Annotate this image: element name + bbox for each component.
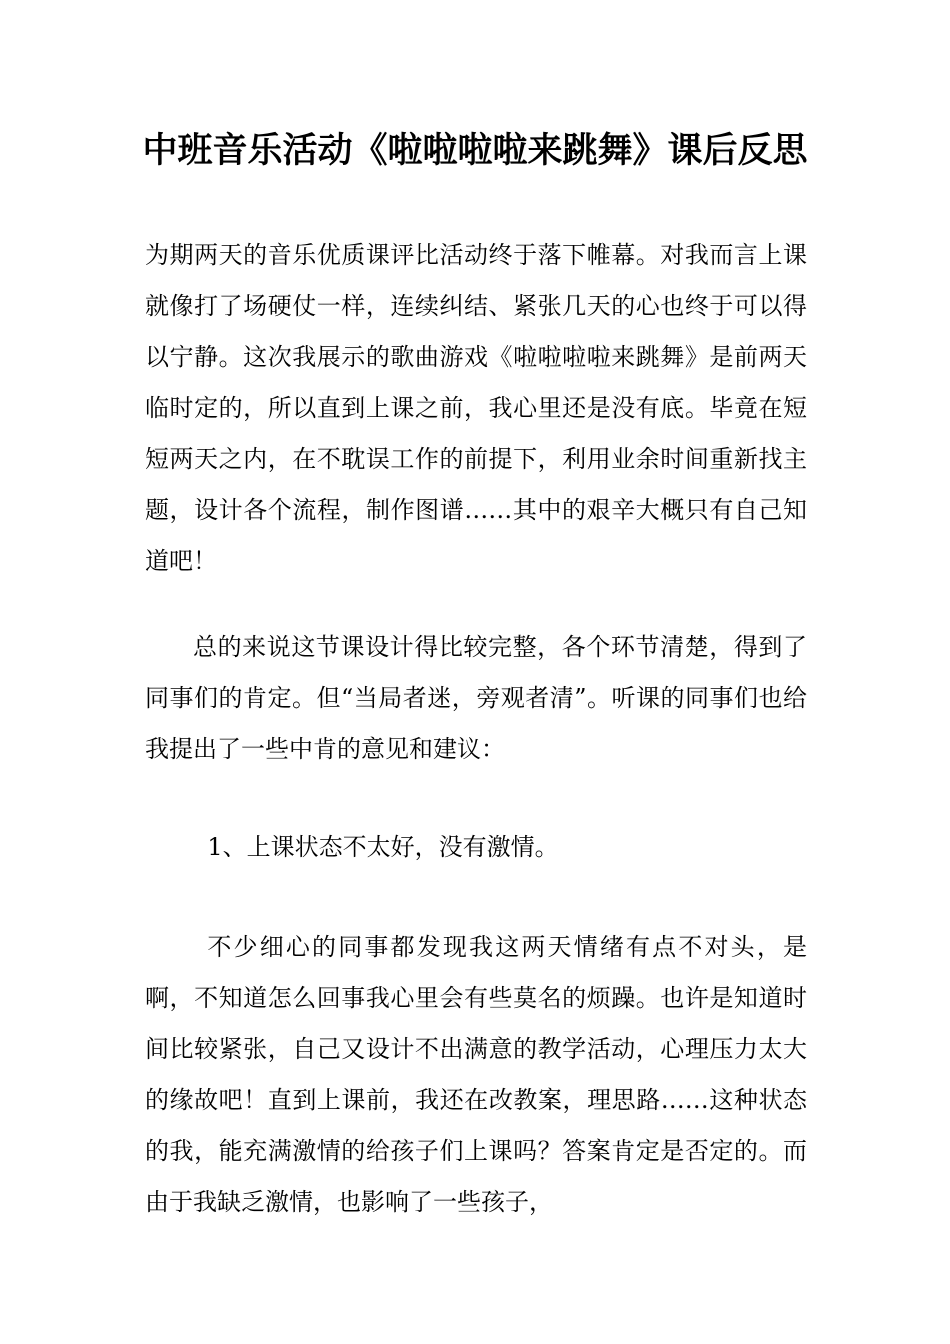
paragraph-intro: 为期两天的音乐优质课评比活动终于落下帷幕。对我而言上课就像打了场硬仗一样，连续纠结、紧张几天的心也终于可以得以宁静。这次我展示的歌曲游戏《啦啦啦啦来跳舞》是前两天临时定的，所以直到上课之前，我心里还是没有底。毕竟在短短两天之内，在不耽误工作的前提下，利用业余时间重新找主题，设计各个流程，制作图谱……其中的艰辛大概只有自己知道吧！ (145, 241, 807, 575)
paragraph-point-one: 1、上课状态不太好，没有激情。 (207, 833, 559, 861)
paragraph-summary: 总的来说这节课设计得比较完整，各个环节清楚，得到了同事们的肯定。但“当局者迷，旁观者清”。听课的同事们也给我提出了一些中肯的意见和建议： (145, 633, 807, 763)
document-title: 中班音乐活动《啦啦啦啦来跳舞》课后反思 (142, 131, 808, 171)
paragraph-point-one-detail: 不少细心的同事都发现我这两天情绪有点不对头，是啊，不知道怎么回事我心里会有些莫名的烦躁。也许是知道时间比较紧张，自己又设计不出满意的教学活动，心理压力太大的缘故吧！直到上课前，我还在改教案，理思路……这种状态的我，能充满激情的给孩子们上课吗？答案肯定是否定的。而由于我缺乏激情，也影响了一些孩子， (145, 933, 807, 1216)
